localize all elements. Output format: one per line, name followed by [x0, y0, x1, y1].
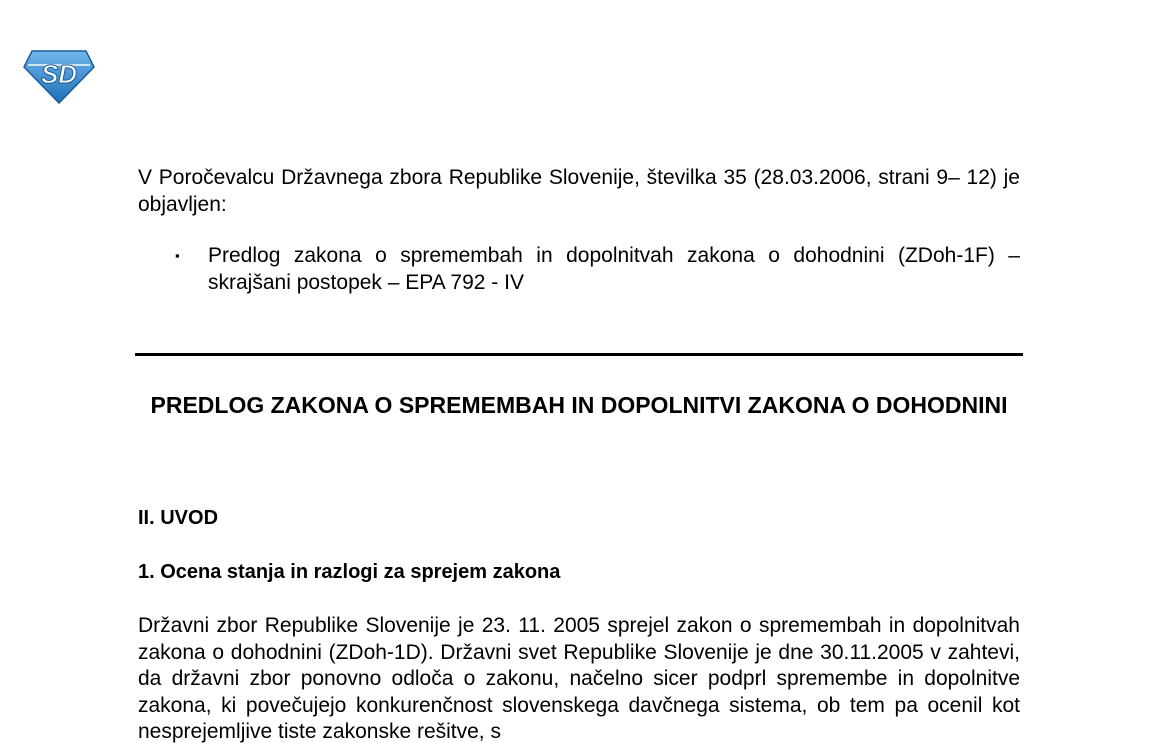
sd-logo-icon — [22, 47, 96, 105]
intro-block — [138, 165, 1020, 296]
section-heading: II. UVOD — [138, 507, 219, 529]
bullet-marker: ▪ — [175, 248, 180, 263]
body-paragraph: Državni zbor Republike Slovenije je 23. 11. 2005 sprejel zakon o spremembah in dopolnitvah zakona o dohodnini (ZDoh-1D). Državni svet Republike Slovenije je dne 30.11.2005 v zahtevi, da državni zbor ponovno odloča o zakonu, načelno sicer podprl spremembe in dopolnitve zakona, ki povečujejo konkurenčnost slovenskega davčnega sistema, ob tem pa ocenil kot nesprejemljive tiste zakonske rešitve, s — [138, 614, 1020, 743]
list-item — [138, 243, 1020, 296]
bullet-list — [138, 243, 1020, 296]
sd-logo — [22, 47, 96, 105]
document-title: PREDLOG ZAKONA O SPREMEMBAH IN DOPOLNITVI ZAKONA O DOHODNINI — [150, 392, 1008, 418]
logo-text: SD — [40, 59, 78, 89]
bullet-text: Predlog zakona o spremembah in dopolnitvah zakona o dohodnini (ZDoh-1F) – skrajšani postopek – EPA 792 - IV — [208, 244, 1020, 294]
horizontal-rule — [135, 353, 1023, 356]
intro-paragraph: V Poročevalcu Državnega zbora Republike Slovenije, številka 35 (28.03.2006, strani 9– 12) je objavljen: — [138, 166, 1020, 216]
sub-heading: 1. Ocena stanja in razlogi za sprejem zakona — [138, 561, 561, 583]
